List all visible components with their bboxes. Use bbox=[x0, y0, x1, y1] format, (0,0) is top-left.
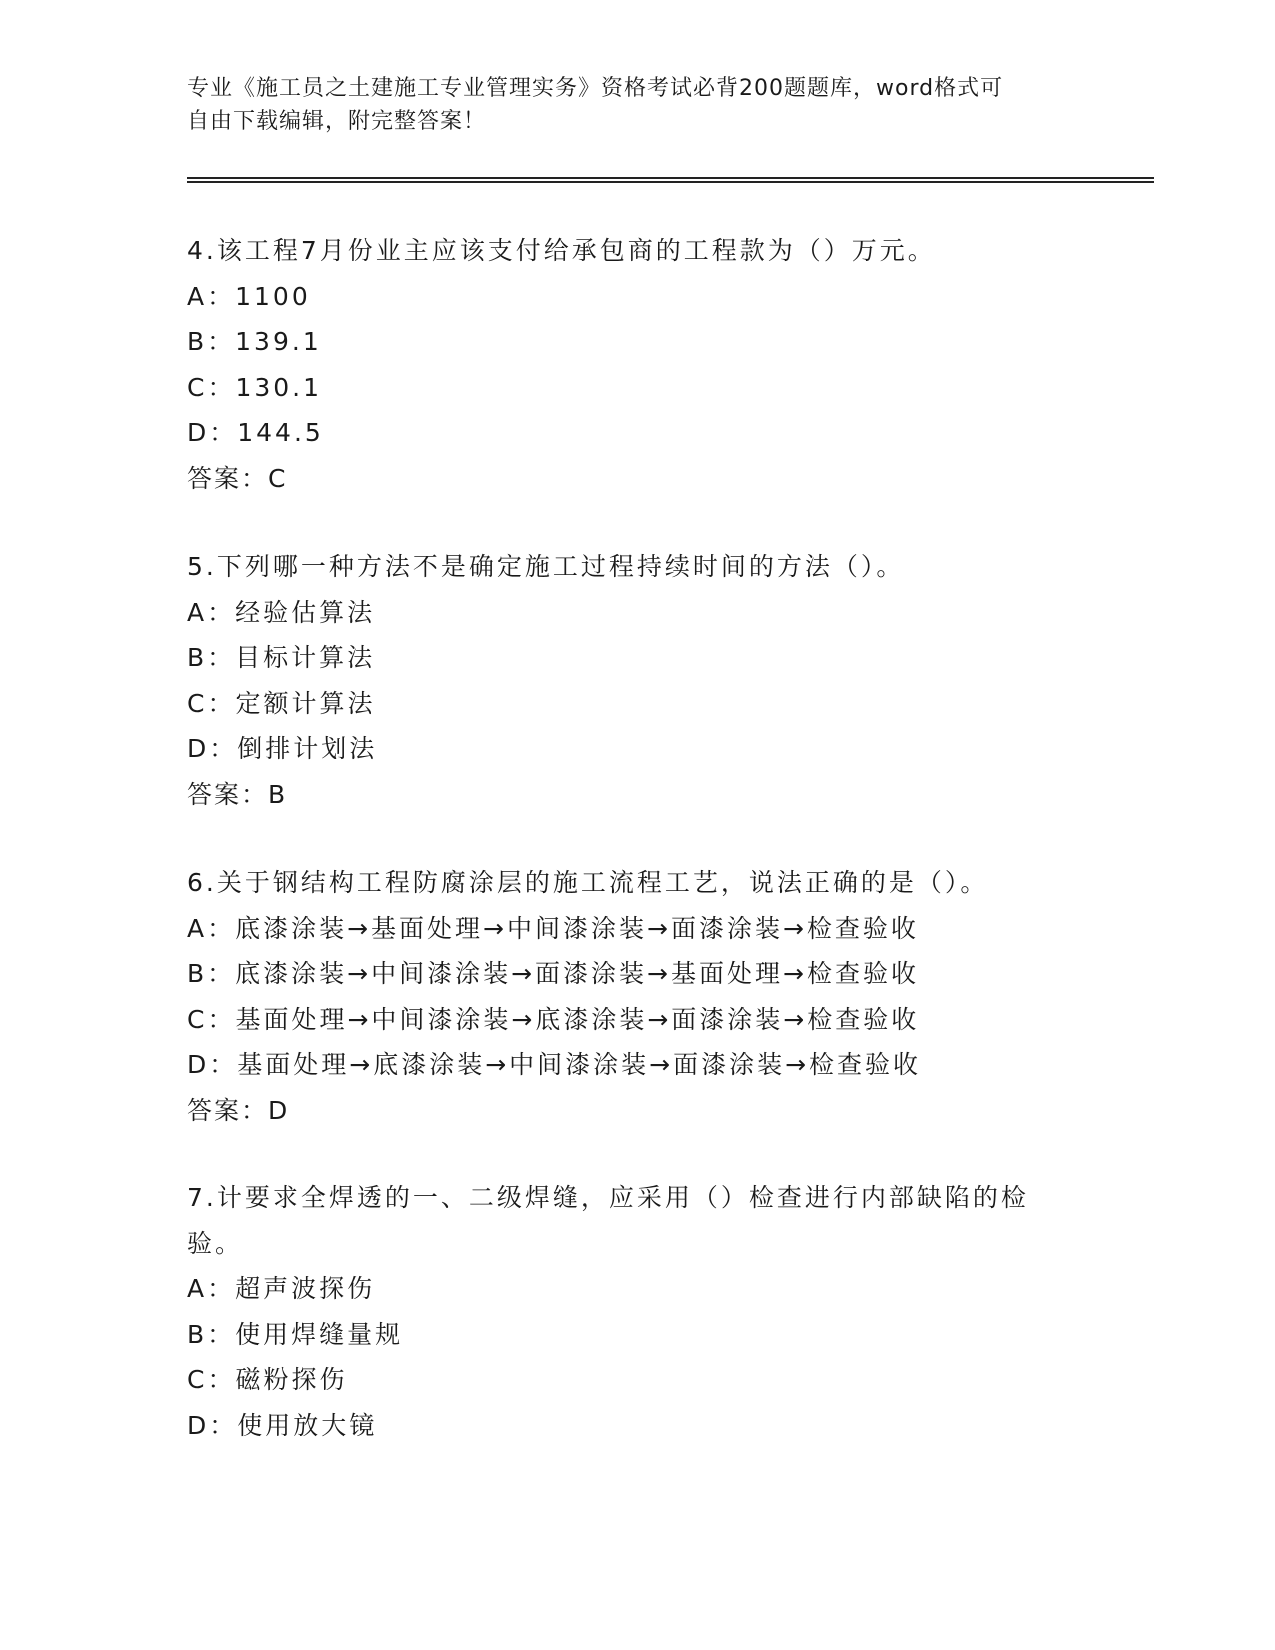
option-d: D：基面处理→底漆涂装→中间漆涂装→面漆涂装→检查验收 bbox=[187, 1050, 922, 1079]
question-4 bbox=[187, 228, 1087, 501]
question-stem: 5.下列哪一种方法不是确定施工过程持续时间的方法（）。 bbox=[187, 552, 905, 581]
option-a: A：经验估算法 bbox=[187, 597, 376, 627]
question-6 bbox=[187, 860, 1087, 1133]
answer-line: 答案：B bbox=[187, 779, 288, 809]
question-stem: 7.计要求全焊透的一、二级焊缝，应采用（）检查进行内部缺陷的检验。 bbox=[187, 1183, 1029, 1258]
option-b: B：139.1 bbox=[187, 327, 322, 356]
option-c: C：定额计算法 bbox=[187, 688, 376, 718]
document-header bbox=[187, 72, 1067, 138]
option-a: A：底漆涂装→基面处理→中间漆涂装→面漆涂装→检查验收 bbox=[187, 913, 919, 943]
option-b: B：目标计算法 bbox=[187, 643, 376, 672]
header-title-line-1: 专业《施工员之土建施工专业管理实务》资格考试必背200题题库，word格式可 bbox=[187, 76, 1004, 101]
question-5 bbox=[187, 544, 1087, 817]
answer-line: 答案：C bbox=[187, 463, 288, 493]
option-d: D：使用放大镜 bbox=[187, 1410, 378, 1440]
header-title-line-2: 自由下载编辑，附完整答案！ bbox=[187, 109, 487, 134]
option-a: A：1100 bbox=[187, 281, 311, 311]
option-d: D：倒排计划法 bbox=[187, 734, 378, 763]
answer-line: 答案：D bbox=[187, 1095, 290, 1125]
option-d: D：144.5 bbox=[187, 418, 324, 447]
option-a: A：超声波探伤 bbox=[187, 1274, 376, 1303]
header-double-rule bbox=[187, 177, 1154, 183]
question-stem: 4.该工程7月份业主应该支付给承包商的工程款为（）万元。 bbox=[187, 236, 936, 265]
option-c: C：130.1 bbox=[187, 372, 323, 402]
option-b: B：底漆涂装→中间漆涂装→面漆涂装→基面处理→检查验收 bbox=[187, 959, 919, 988]
question-7 bbox=[187, 1175, 1087, 1448]
option-c: C：磁粉探伤 bbox=[187, 1365, 348, 1394]
question-stem: 6.关于钢结构工程防腐涂层的施工流程工艺，说法正确的是（）。 bbox=[187, 868, 989, 897]
option-c: C：基面处理→中间漆涂装→底漆涂装→面漆涂装→检查验收 bbox=[187, 1004, 920, 1034]
option-b: B：使用焊缝量规 bbox=[187, 1319, 404, 1349]
